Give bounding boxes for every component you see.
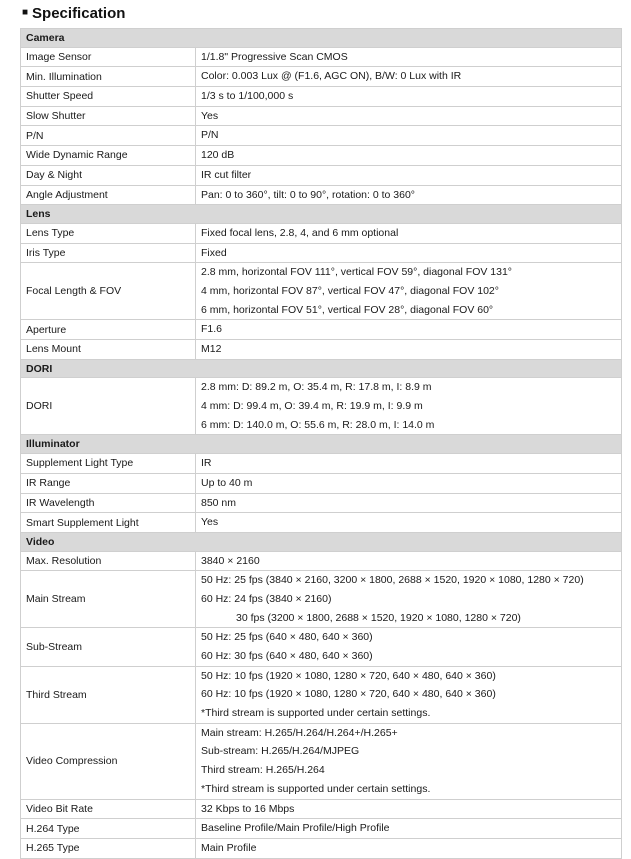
- section-header: [21, 205, 622, 224]
- table-row: [21, 165, 622, 185]
- spec-value-line: 6 mm, horizontal FOV 51°, vertical FOV 28°, diagonal FOV 60°: [201, 303, 494, 316]
- spec-value-line: 60 Hz: 24 fps (3840 × 2160): [201, 592, 332, 605]
- spec-value: [196, 67, 622, 87]
- spec-label: Supplement Light Type: [21, 454, 196, 474]
- section-title: Video: [21, 532, 622, 551]
- spec-value-line: 1/1.8" Progressive Scan CMOS: [201, 50, 348, 63]
- spec-value: [196, 340, 622, 360]
- spec-value: [196, 454, 622, 474]
- spec-value-line: Color: 0.003 Lux @ (F1.6, AGC ON), B/W: 0 Lux with IR: [201, 70, 462, 83]
- spec-value: [196, 106, 622, 126]
- spec-label: Video Bit Rate: [21, 799, 196, 819]
- spec-value: [196, 185, 622, 205]
- section-title: Illuminator: [21, 435, 622, 454]
- spec-label: P/N: [21, 126, 196, 146]
- spec-value-line: 1/3 s to 1/100,000 s: [201, 90, 294, 103]
- spec-label: DORI: [21, 378, 196, 435]
- table-row: [21, 378, 622, 435]
- spec-value: [196, 223, 622, 243]
- section-header: [21, 532, 622, 551]
- section-header: [21, 29, 622, 48]
- spec-value: [196, 723, 622, 799]
- spec-value-line: 6 mm: D: 140.0 m, O: 55.6 m, R: 28.0 m, I: 14.0 m: [201, 418, 435, 431]
- table-row: [21, 340, 622, 360]
- spec-label: Aperture: [21, 320, 196, 340]
- table-row: [21, 551, 622, 571]
- table-row: [21, 47, 622, 67]
- spec-label: Min. Illumination: [21, 67, 196, 87]
- table-row: [21, 493, 622, 513]
- spec-value-line: 30 fps (3200 × 1800, 2688 × 1520, 1920 × 1080, 1280 × 720): [236, 611, 521, 624]
- spec-value-line: F1.6: [201, 323, 223, 336]
- table-row: [21, 454, 622, 474]
- spec-value-line: 50 Hz: 25 fps (3840 × 2160, 3200 × 1800, 2688 × 1520, 1920 × 1080, 1280 × 720): [201, 574, 584, 587]
- spec-label: IR Range: [21, 473, 196, 493]
- spec-value-line: 850 nm: [201, 496, 237, 509]
- table-row: [21, 146, 622, 166]
- section-title: Camera: [21, 29, 622, 48]
- spec-label: H.265 Type: [21, 838, 196, 858]
- spec-value: [196, 47, 622, 67]
- section-title: DORI: [21, 359, 622, 378]
- spec-value: [196, 378, 622, 435]
- spec-value: [196, 666, 622, 723]
- spec-value: [196, 126, 622, 146]
- spec-value-line: 32 Kbps to 16 Mbps: [201, 802, 295, 815]
- table-row: [21, 666, 622, 723]
- spec-value-line: 50 Hz: 10 fps (1920 × 1080, 1280 × 720, 640 × 480, 640 × 360): [201, 669, 496, 682]
- bullet-icon: ■: [22, 7, 29, 18]
- spec-value-line: Fixed focal lens, 2.8, 4, and 6 mm optional: [201, 226, 399, 239]
- table-row: [21, 223, 622, 243]
- spec-value: [196, 628, 622, 666]
- spec-label: Third Stream: [21, 666, 196, 723]
- spec-label: Wide Dynamic Range: [21, 146, 196, 166]
- table-row: [21, 67, 622, 87]
- spec-value-line: IR cut filter: [201, 168, 252, 181]
- table-row: [21, 473, 622, 493]
- spec-label: Smart Supplement Light: [21, 513, 196, 533]
- table-row: [21, 185, 622, 205]
- table-row: [21, 263, 622, 320]
- spec-value: [196, 473, 622, 493]
- page-title: ■ Specification: [22, 5, 126, 22]
- spec-value-line: Sub-stream: H.265/H.264/MJPEG: [201, 745, 360, 758]
- spec-label: Main Stream: [21, 571, 196, 628]
- spec-label: Slow Shutter: [21, 106, 196, 126]
- spec-value-line: 60 Hz: 30 fps (640 × 480, 640 × 360): [201, 650, 373, 662]
- spec-value-line: IR: [201, 457, 212, 470]
- spec-value-line: Pan: 0 to 360°, tilt: 0 to 90°, rotation: 0 to 360°: [201, 188, 415, 201]
- spec-value: [196, 551, 622, 571]
- spec-value-line: 60 Hz: 10 fps (1920 × 1080, 1280 × 720, 640 × 480, 640 × 360): [201, 688, 496, 701]
- spec-label: Max. Resolution: [21, 551, 196, 571]
- spec-label: Image Sensor: [21, 47, 196, 67]
- spec-label: Video Compression: [21, 723, 196, 799]
- spec-label: Iris Type: [21, 243, 196, 263]
- spec-table: [20, 28, 622, 859]
- spec-value: [196, 146, 622, 166]
- spec-value: [196, 799, 622, 819]
- spec-value-line: 120 dB: [201, 149, 235, 162]
- spec-label: H.264 Type: [21, 819, 196, 839]
- section-title: Lens: [21, 205, 622, 224]
- table-row: [21, 126, 622, 146]
- spec-value-line: Yes: [201, 109, 219, 122]
- spec-label: Lens Type: [21, 223, 196, 243]
- spec-value-line: Up to 40 m: [201, 476, 253, 489]
- spec-value: [196, 263, 622, 320]
- table-row: [21, 799, 622, 819]
- spec-value-line: Third stream: H.265/H.264: [201, 764, 325, 777]
- table-row: [21, 243, 622, 263]
- spec-label: Angle Adjustment: [21, 185, 196, 205]
- spec-value-line: *Third stream is supported under certain settings.: [201, 707, 431, 720]
- table-row: [21, 838, 622, 858]
- spec-value-line: Baseline Profile/Main Profile/High Profile: [201, 822, 390, 835]
- table-row: [21, 571, 622, 628]
- spec-value-line: Yes: [201, 516, 219, 529]
- spec-value: [196, 165, 622, 185]
- table-row: [21, 513, 622, 533]
- spec-label: Focal Length & FOV: [21, 263, 196, 320]
- spec-label: IR Wavelength: [21, 493, 196, 513]
- spec-label: Day & Night: [21, 165, 196, 185]
- spec-value-line: 3840 × 2160: [201, 554, 260, 567]
- table-row: [21, 106, 622, 126]
- spec-value-line: 50 Hz: 25 fps (640 × 480, 640 × 360): [201, 631, 373, 644]
- table-row: [21, 320, 622, 340]
- section-header: [21, 359, 622, 378]
- spec-value: [196, 87, 622, 107]
- spec-value-line: Main stream: H.265/H.264/H.264+/H.265+: [201, 726, 398, 739]
- section-header: [21, 435, 622, 454]
- table-row: [21, 819, 622, 839]
- spec-value: [196, 513, 622, 533]
- spec-value: [196, 243, 622, 263]
- table-row: [21, 87, 622, 107]
- spec-label: Shutter Speed: [21, 87, 196, 107]
- spec-label: Sub-Stream: [21, 628, 196, 666]
- spec-value-line: 2.8 mm: D: 89.2 m, O: 35.4 m, R: 17.8 m, I: 8.9 m: [201, 381, 432, 394]
- spec-label: Lens Mount: [21, 340, 196, 360]
- spec-value: [196, 571, 622, 628]
- spec-value: [196, 320, 622, 340]
- table-row: [21, 628, 622, 666]
- spec-value-line: Main Profile: [201, 841, 257, 854]
- spec-value-line: M12: [201, 343, 222, 355]
- spec-value-line: *Third stream is supported under certain settings.: [201, 782, 431, 795]
- spec-value: [196, 819, 622, 839]
- table-row: [21, 723, 622, 799]
- spec-value-line: P/N: [201, 129, 219, 142]
- spec-value-line: Fixed: [201, 246, 227, 259]
- spec-value: [196, 838, 622, 858]
- spec-value: [196, 493, 622, 513]
- spec-value-line: 4 mm, horizontal FOV 87°, vertical FOV 47°, diagonal FOV 102°: [201, 284, 499, 297]
- spec-value-line: 2.8 mm, horizontal FOV 111°, vertical FOV 59°, diagonal FOV 131°: [201, 266, 513, 279]
- spec-value-line: 4 mm: D: 99.4 m, O: 39.4 m, R: 19.9 m, I: 9.9 m: [201, 400, 423, 413]
